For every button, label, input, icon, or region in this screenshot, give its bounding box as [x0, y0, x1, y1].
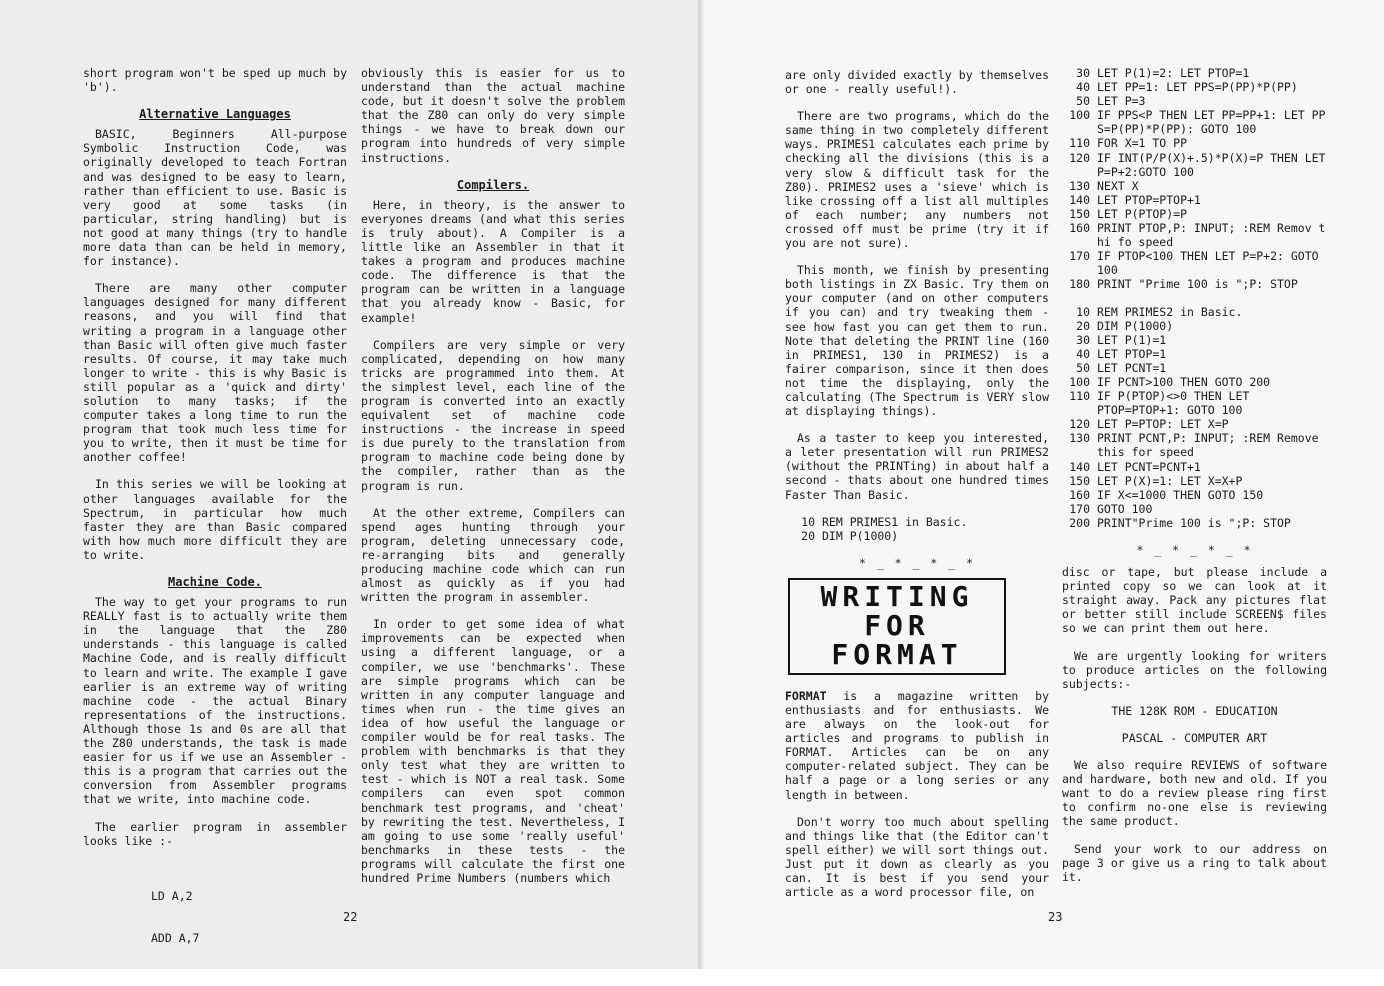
paragraph: Don't worry too much about spelling and things like that (the Editor can't spell either) we will sort things out. Just put it down as clearly as you can. It is best if you send your article as a word processor file, on — [785, 814, 1049, 900]
banner-line: FORMAT — [831, 637, 963, 671]
paragraph: obviously this is easier for us to understand than the actual machine code, but it doesn't solve the problem that the Z80 can only do very simple things - we have to break down our program into hundreds of very simple instructions. — [361, 66, 625, 165]
code-line: 180 PRINT "Prime 100 is ";P: STOP — [1069, 277, 1298, 292]
code-line: LD A,2 — [151, 888, 193, 903]
left-column-2 — [361, 66, 625, 898]
code-line: 130 NEXT X — [1069, 178, 1139, 193]
format-bold: FORMAT — [785, 688, 827, 703]
paragraph: This month, we finish by presenting both listings in ZX Basic. Try them on your computer (and on other computers if you can) and try tweaking them - see how fast you can get them to run. Note that deleting the PRINT line (160 in PRIMES1, 130 in PRIMES2) is a fairer comparison, since it then does not time the displaying, only the calculating (The Spectrum is VERY slow at displaying things). — [785, 263, 1049, 419]
code-line: 110 IF P(PTOP)<>0 THEN LET PTOP=PTOP+1: GOTO 100 — [1069, 389, 1250, 418]
paragraph: We also require REVIEWS of software and hardware, both new and old. If you want to do a review please ring first to confirm no-one else is reviewing the same product. — [1062, 758, 1327, 829]
paragraph: FORMAT is a magazine written by enthusiasts and for enthusiasts. We are always on the look-out for articles and programs to publish in FORMAT. Articles can be on any computer-related subject. They can be half a page or a long series or any length in between. — [785, 688, 1049, 802]
primes1-listing — [1062, 66, 1327, 292]
code-line: 130 PRINT PCNT,P: INPUT; :REM Remove this for speed — [1069, 431, 1319, 460]
right-page — [704, 0, 1384, 969]
code-line: 50 LET PCNT=1 — [1076, 360, 1167, 375]
page-number: 22 — [343, 910, 358, 924]
code-line: 10 REM PRIMES1 in Basic. — [801, 514, 968, 529]
code-line: 120 LET P=PTOP: LET X=P — [1069, 417, 1229, 432]
code-line: 20 DIM P(1000) — [801, 528, 899, 543]
code-line: 100 IF PCNT>100 THEN GOTO 200 — [1069, 374, 1271, 389]
paragraph: Send your work to our address on page 3 or give us a ring to talk about it. — [1062, 841, 1327, 884]
section-heading-machine-code: Machine Code. — [168, 575, 262, 589]
paragraph: In order to get some idea of what improvements can be expected when using a different language, or a compiler, we use 'benchmarks'. These are simple programs which can be written in any computer language and times when run - the time gives an idea of how useful the language or compiler would be for real tasks. The problem with benchmarks is that they only test what they are written to test - which is NOT a real task. Some compilers can even spot common benchmark test programs, and 'cheat' by rewriting the test. Nevertheless, I am going to use some 'really useful' benchmarks in these tests - the programs will calculate the first one hundred Prime Numbers (numbers which — [361, 617, 625, 885]
paragraph: In this series we will be looking at other languages available for the Spectrum, in particular how much faster they are than Basic compared with how much more difficult they are to write. — [83, 477, 347, 562]
code-line: 200 PRINT"Prime 100 is ";P: STOP — [1069, 515, 1291, 530]
paragraph: Compilers are very simple or very complicated, depending on how many tricks are programmed into them. At the simplest level, each line of the program is converted into an exactly equivalent set of machine code instructions - the increase in speed is due purely to the translation from program to machine code being done by the compiler, rather than as the program is run. — [361, 337, 625, 493]
section-divider: * _ * _ * _ * — [1136, 543, 1253, 557]
code-line: 120 IF INT(P/P(X)+.5)*P(X)=P THEN LET P=P+2:GOTO 100 — [1069, 150, 1326, 179]
paragraph: disc or tape, but please include a printed copy so we can look at it straight away. Pack any pictures flat or better still include SCREEN$ files so we can print them out here. — [1062, 565, 1327, 636]
code-line: 30 LET P(1)=2: LET PTOP=1 — [1076, 66, 1250, 80]
code-line: ADD A,7 — [151, 931, 200, 946]
section-divider: * _ * _ * _ * — [858, 555, 975, 570]
code-line: 170 GOTO 100 — [1069, 501, 1153, 516]
paragraph: There are many other computer languages designed for many different reasons, and you will find that writing a program in a language other than Basic will often give much faster results. Of course, it may take much longer to write - this is why Basic is still popular as a 'quick and dirty' solution to many tasks; if the computer takes a long time to run the program that took much less time for you to write, then it must be time for another coffee! — [83, 281, 347, 465]
page-number: 23 — [1048, 910, 1063, 924]
assembler-code — [83, 861, 347, 974]
code-line: 20 DIM P(1000) — [1076, 318, 1174, 333]
subject-line: PASCAL - COMPUTER ART — [1121, 730, 1268, 745]
paragraph: The earlier program in assembler looks like :- — [83, 819, 347, 848]
primes2-listing — [1062, 305, 1327, 531]
banner-line: WRITING FOR — [820, 579, 974, 642]
subject-line: THE 128K ROM - EDUCATION — [1111, 703, 1278, 718]
section-heading-alternative-languages: Alternative Languages — [139, 107, 291, 122]
code-line: 50 LET P=3 — [1076, 94, 1146, 109]
code-line: 110 FOR X=1 TO PP — [1069, 136, 1188, 151]
code-line: 150 LET P(PTOP)=P — [1069, 206, 1188, 221]
code-line: 170 IF PTOP<100 THEN LET P=P+2: GOTO 100 — [1069, 249, 1319, 278]
right-column-2 — [1062, 66, 1327, 897]
paragraph: At the other extreme, Compilers can spend ages hunting through your program, deleting unnecessary code, re-arranging bits and generally producing machine code which can run almost as quickly as if you had written the program in assembler. — [361, 505, 625, 605]
code-line: 10 REM PRIMES2 in Basic. — [1076, 304, 1243, 319]
paragraph: As a taster to keep you interested, a leter presentation will run PRIMES2 (without the PRINTing) in about half a second - thats about one hundred times Faster Than Basic. — [785, 431, 1049, 502]
code-line: 40 LET PTOP=1 — [1076, 346, 1167, 361]
code-line: 150 LET P(X)=1: LET X=X+P — [1069, 473, 1243, 488]
code-line: 40 LET PP=1: LET PPS=P(PP)*P(PP) — [1076, 80, 1298, 95]
paragraph: BASIC, Beginners All-purpose Symbolic Instruction Code, was originally developed to teach Fortran and was designed to be easy to learn, rather than efficient to use. Basic is very good at some tasks (in particular, string handling) but is not good at many things (try to handle more data than can be held in memory, for instance). — [83, 127, 347, 269]
paragraph: short program won't be sped up much by 'b'). — [83, 66, 347, 95]
paragraph: are only divided exactly by themselves or one - really useful!). — [785, 68, 1049, 97]
left-page — [0, 0, 704, 969]
code-line: 140 LET PTOP=PTOP+1 — [1069, 192, 1201, 207]
left-column-1 — [83, 66, 347, 986]
code-line: 160 PRINT PTOP,P: INPUT; :REM Remov t hi fo speed — [1069, 221, 1326, 250]
code-line: 140 LET PCNT=PCNT+1 — [1069, 459, 1201, 474]
primes1-listing-start — [785, 515, 1049, 543]
code-line: 100 IF PPS<P THEN LET PP=PP+1: LET PP S=P(PP)*P(PP): GOTO 100 — [1069, 108, 1326, 137]
right-column-1 — [785, 68, 1049, 912]
section-heading-compilers: Compilers. — [456, 177, 530, 192]
paragraph: We are urgently looking for writers to produce articles on the following subjects:- — [1062, 648, 1327, 691]
paragraph: The way to get your programs to run REALLY fast is to actually write them in the language that the Z80 understands - this language is called Machine Code, and is really difficult to learn and write. The example I gave earlier is an extreme way of writing machine code - the actual Binary representations of the instructions. Although those 1s and 0s are all that the Z80 understands, the task is made easier for us if we use an Assembler - this is a program that carries out the conversion from Assembler programs that we write, into machine code. — [83, 595, 347, 807]
code-line: 30 LET P(1)=1 — [1076, 332, 1167, 347]
writing-for-format-banner — [788, 578, 1006, 675]
paragraph: Here, in theory, is the answer to everyones dreams (and what this series is truly about). A Compiler is a little like an Assembler in that it takes a program and produces machine code. The difference is that the program can be written in a language that you already know - Basic, for example! — [361, 197, 625, 325]
paragraph: There are two programs, which do the same thing in two completely different ways. PRIMES1 calculates each prime by checking all the divisions (this is a very slow & difficult task for the Z80). PRIMES2 uses a 'sieve' which is like crossing off a list all multiples of each number; any numbers not crossed off must be prime (try it if you are not sure). — [785, 109, 1049, 251]
code-line: 160 IF X<=1000 THEN GOTO 150 — [1069, 487, 1264, 502]
